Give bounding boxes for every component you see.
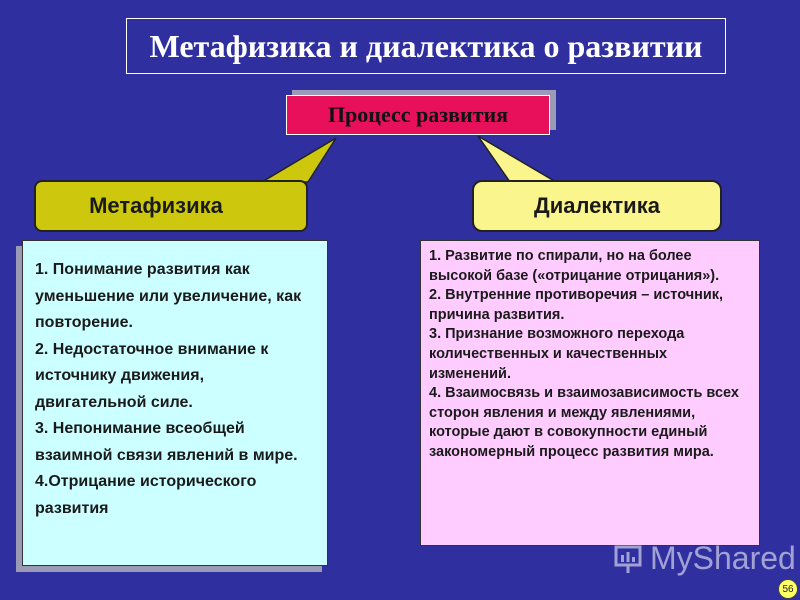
metaphysics-item: 1. Понимание развития как уменьшение или увеличение, как повторение. [35,261,302,331]
dialectics-item: 2. Внутренние противоречия – источник, причина развития. [429,287,724,323]
metaphysics-header [34,180,308,232]
metaphysics-item: 4.Отрицание исторического развития [35,473,257,517]
dialectics-item: 4. Взаимосвязь и взаимозависимость всех сторон явления и между явлениями, которые дают в совокупности единый закономерный процесс развития мира. [429,385,739,460]
process-label: Процесс развития [327,102,509,127]
metaphysics-callout-tail [262,138,336,182]
watermark-text: MyShared [650,540,796,576]
dialectics-header [472,180,722,232]
page-number-text: 56 [782,583,794,595]
dialectics-callout-tail [478,136,556,182]
process-box [286,95,550,135]
metaphysics-item: 3. Непонимание всеобщей взаимной связи явлений в мире. [35,420,298,464]
dialectics-label: Диалектика [534,193,660,218]
dialectics-item: 1. Развитие по спирали, но на более высокой базе («отрицание отрицания»). [429,248,720,284]
slide-title-text: Метафизика и диалектика о развитии [149,27,703,64]
metaphysics-item: 2. Недостаточное внимание к источнику движения, двигательной силе. [35,340,269,411]
metaphysics-panel [22,240,328,566]
presentation-icon [612,543,644,575]
dialectics-item: 3. Признание возможного перехода количественных и качественных изменений. [429,326,685,382]
metaphysics-label: Метафизика [89,193,223,218]
dialectics-panel [420,240,760,546]
page-number [778,579,798,599]
watermark [612,540,796,577]
